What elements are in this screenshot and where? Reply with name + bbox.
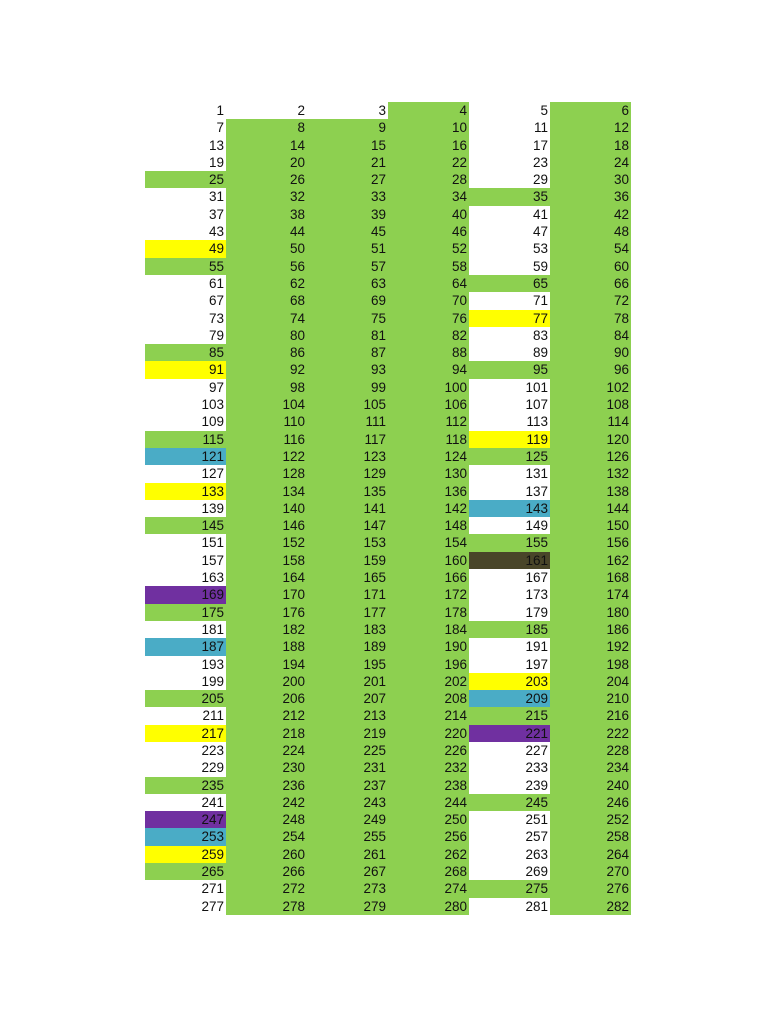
grid-cell: 196 — [388, 656, 469, 673]
grid-cell: 10 — [388, 119, 469, 136]
grid-cell: 11 — [469, 119, 550, 136]
grid-cell: 34 — [388, 188, 469, 205]
grid-cell: 267 — [307, 863, 388, 880]
grid-cell: 274 — [388, 880, 469, 897]
grid-cell: 173 — [469, 586, 550, 603]
grid-cell: 242 — [226, 794, 307, 811]
grid-cell: 165 — [307, 569, 388, 586]
grid-cell: 225 — [307, 742, 388, 759]
grid-cell: 235 — [145, 777, 226, 794]
grid-cell: 177 — [307, 604, 388, 621]
grid-cell: 244 — [388, 794, 469, 811]
grid-cell: 175 — [145, 604, 226, 621]
grid-cell: 226 — [388, 742, 469, 759]
grid-cell: 160 — [388, 552, 469, 569]
grid-cell: 51 — [307, 240, 388, 257]
grid-cell: 52 — [388, 240, 469, 257]
grid-cell: 22 — [388, 154, 469, 171]
grid-cell: 43 — [145, 223, 226, 240]
grid-cell: 198 — [550, 656, 631, 673]
grid-cell: 273 — [307, 880, 388, 897]
grid-cell: 195 — [307, 656, 388, 673]
grid-cell: 121 — [145, 448, 226, 465]
grid-cell: 170 — [226, 586, 307, 603]
grid-cell: 71 — [469, 292, 550, 309]
grid-cell: 44 — [226, 223, 307, 240]
grid-cell: 93 — [307, 361, 388, 378]
grid-cell: 179 — [469, 604, 550, 621]
grid-cell: 163 — [145, 569, 226, 586]
grid-cell: 102 — [550, 379, 631, 396]
grid-cell: 104 — [226, 396, 307, 413]
grid-cell: 238 — [388, 777, 469, 794]
grid-cell: 129 — [307, 465, 388, 482]
grid-cell: 141 — [307, 500, 388, 517]
grid-cell: 254 — [226, 828, 307, 845]
grid-cell: 251 — [469, 811, 550, 828]
grid-cell: 178 — [388, 604, 469, 621]
grid-cell: 126 — [550, 448, 631, 465]
grid-cell: 87 — [307, 344, 388, 361]
grid-cell: 219 — [307, 725, 388, 742]
grid-cell: 239 — [469, 777, 550, 794]
grid-cell: 227 — [469, 742, 550, 759]
grid-cell: 125 — [469, 448, 550, 465]
grid-cell: 96 — [550, 361, 631, 378]
grid-cell: 147 — [307, 517, 388, 534]
grid-cell: 153 — [307, 534, 388, 551]
grid-cell: 64 — [388, 275, 469, 292]
grid-cell: 210 — [550, 690, 631, 707]
grid-cell: 76 — [388, 310, 469, 327]
grid-cell: 128 — [226, 465, 307, 482]
grid-cell: 5 — [469, 102, 550, 119]
grid-cell: 48 — [550, 223, 631, 240]
grid-cell: 271 — [145, 880, 226, 897]
grid-cell: 83 — [469, 327, 550, 344]
grid-cell: 20 — [226, 154, 307, 171]
grid-cell: 42 — [550, 206, 631, 223]
grid-cell: 236 — [226, 777, 307, 794]
grid-cell: 202 — [388, 673, 469, 690]
grid-cell: 282 — [550, 898, 631, 915]
grid-cell: 240 — [550, 777, 631, 794]
grid-cell: 192 — [550, 638, 631, 655]
grid-cell: 98 — [226, 379, 307, 396]
grid-cell: 230 — [226, 759, 307, 776]
grid-cell: 77 — [469, 310, 550, 327]
grid-cell: 181 — [145, 621, 226, 638]
grid-cell: 149 — [469, 517, 550, 534]
grid-cell: 75 — [307, 310, 388, 327]
grid-cell: 220 — [388, 725, 469, 742]
grid-cell: 92 — [226, 361, 307, 378]
grid-cell: 108 — [550, 396, 631, 413]
grid-cell: 186 — [550, 621, 631, 638]
grid-cell: 194 — [226, 656, 307, 673]
grid-cell: 229 — [145, 759, 226, 776]
grid-cell: 53 — [469, 240, 550, 257]
grid-cell: 144 — [550, 500, 631, 517]
grid-cell: 134 — [226, 483, 307, 500]
grid-cell: 103 — [145, 396, 226, 413]
grid-cell: 13 — [145, 137, 226, 154]
number-grid — [145, 102, 631, 915]
grid-cell: 8 — [226, 119, 307, 136]
grid-cell: 260 — [226, 846, 307, 863]
grid-cell: 258 — [550, 828, 631, 845]
grid-cell: 65 — [469, 275, 550, 292]
grid-cell: 23 — [469, 154, 550, 171]
grid-cell: 152 — [226, 534, 307, 551]
grid-cell: 19 — [145, 154, 226, 171]
grid-cell: 188 — [226, 638, 307, 655]
grid-cell: 130 — [388, 465, 469, 482]
grid-cell: 33 — [307, 188, 388, 205]
grid-cell: 234 — [550, 759, 631, 776]
grid-cell: 73 — [145, 310, 226, 327]
grid-cell: 101 — [469, 379, 550, 396]
grid-cell: 176 — [226, 604, 307, 621]
grid-cell: 217 — [145, 725, 226, 742]
grid-cell: 247 — [145, 811, 226, 828]
grid-cell: 246 — [550, 794, 631, 811]
grid-cell: 90 — [550, 344, 631, 361]
grid-cell: 25 — [145, 171, 226, 188]
grid-cell: 143 — [469, 500, 550, 517]
grid-cell: 116 — [226, 431, 307, 448]
grid-cell: 118 — [388, 431, 469, 448]
grid-cell: 54 — [550, 240, 631, 257]
grid-cell: 197 — [469, 656, 550, 673]
grid-cell: 263 — [469, 846, 550, 863]
grid-cell: 55 — [145, 258, 226, 275]
grid-cell: 249 — [307, 811, 388, 828]
grid-cell: 114 — [550, 413, 631, 430]
grid-cell: 37 — [145, 206, 226, 223]
grid-cell: 211 — [145, 707, 226, 724]
grid-cell: 32 — [226, 188, 307, 205]
grid-cell: 113 — [469, 413, 550, 430]
grid-cell: 120 — [550, 431, 631, 448]
grid-cell: 137 — [469, 483, 550, 500]
grid-cell: 250 — [388, 811, 469, 828]
grid-cell: 215 — [469, 707, 550, 724]
grid-cell: 39 — [307, 206, 388, 223]
grid-cell: 17 — [469, 137, 550, 154]
grid-cell: 14 — [226, 137, 307, 154]
grid-cell: 222 — [550, 725, 631, 742]
grid-cell: 41 — [469, 206, 550, 223]
grid-cell: 193 — [145, 656, 226, 673]
grid-cell: 89 — [469, 344, 550, 361]
grid-cell: 107 — [469, 396, 550, 413]
grid-cell: 184 — [388, 621, 469, 638]
grid-cell: 182 — [226, 621, 307, 638]
grid-cell: 264 — [550, 846, 631, 863]
grid-cell: 243 — [307, 794, 388, 811]
grid-cell: 74 — [226, 310, 307, 327]
grid-cell: 232 — [388, 759, 469, 776]
grid-cell: 154 — [388, 534, 469, 551]
grid-cell: 26 — [226, 171, 307, 188]
grid-cell: 18 — [550, 137, 631, 154]
grid-cell: 161 — [469, 552, 550, 569]
grid-cell: 190 — [388, 638, 469, 655]
grid-cell: 206 — [226, 690, 307, 707]
grid-cell: 155 — [469, 534, 550, 551]
grid-cell: 265 — [145, 863, 226, 880]
grid-cell: 139 — [145, 500, 226, 517]
grid-cell: 95 — [469, 361, 550, 378]
grid-cell: 203 — [469, 673, 550, 690]
grid-cell: 80 — [226, 327, 307, 344]
grid-cell: 58 — [388, 258, 469, 275]
grid-cell: 199 — [145, 673, 226, 690]
grid-cell: 117 — [307, 431, 388, 448]
grid-cell: 106 — [388, 396, 469, 413]
grid-cell: 231 — [307, 759, 388, 776]
grid-cell: 94 — [388, 361, 469, 378]
grid-cell: 100 — [388, 379, 469, 396]
grid-cell: 132 — [550, 465, 631, 482]
grid-cell: 40 — [388, 206, 469, 223]
grid-cell: 272 — [226, 880, 307, 897]
grid-cell: 72 — [550, 292, 631, 309]
grid-cell: 4 — [388, 102, 469, 119]
grid-cell: 110 — [226, 413, 307, 430]
grid-cell: 218 — [226, 725, 307, 742]
grid-cell: 280 — [388, 898, 469, 915]
grid-cell: 56 — [226, 258, 307, 275]
grid-cell: 135 — [307, 483, 388, 500]
grid-cell: 85 — [145, 344, 226, 361]
grid-cell: 109 — [145, 413, 226, 430]
grid-cell: 146 — [226, 517, 307, 534]
grid-cell: 82 — [388, 327, 469, 344]
grid-cell: 3 — [307, 102, 388, 119]
grid-cell: 208 — [388, 690, 469, 707]
grid-cell: 81 — [307, 327, 388, 344]
grid-cell: 248 — [226, 811, 307, 828]
grid-cell: 131 — [469, 465, 550, 482]
grid-cell: 209 — [469, 690, 550, 707]
grid-cell: 237 — [307, 777, 388, 794]
grid-cell: 174 — [550, 586, 631, 603]
grid-cell: 268 — [388, 863, 469, 880]
grid-cell: 78 — [550, 310, 631, 327]
grid-cell: 270 — [550, 863, 631, 880]
grid-cell: 278 — [226, 898, 307, 915]
grid-cell: 148 — [388, 517, 469, 534]
grid-cell: 269 — [469, 863, 550, 880]
grid-cell: 151 — [145, 534, 226, 551]
grid-cell: 68 — [226, 292, 307, 309]
grid-cell: 60 — [550, 258, 631, 275]
grid-cell: 256 — [388, 828, 469, 845]
grid-cell: 61 — [145, 275, 226, 292]
grid-cell: 213 — [307, 707, 388, 724]
grid-cell: 156 — [550, 534, 631, 551]
grid-cell: 142 — [388, 500, 469, 517]
grid-cell: 119 — [469, 431, 550, 448]
grid-cell: 140 — [226, 500, 307, 517]
grid-cell: 16 — [388, 137, 469, 154]
grid-cell: 276 — [550, 880, 631, 897]
grid-cell: 212 — [226, 707, 307, 724]
grid-cell: 207 — [307, 690, 388, 707]
grid-cell: 159 — [307, 552, 388, 569]
grid-cell: 97 — [145, 379, 226, 396]
grid-cell: 115 — [145, 431, 226, 448]
grid-cell: 187 — [145, 638, 226, 655]
grid-cell: 204 — [550, 673, 631, 690]
grid-cell: 164 — [226, 569, 307, 586]
grid-cell: 35 — [469, 188, 550, 205]
grid-cell: 279 — [307, 898, 388, 915]
grid-cell: 266 — [226, 863, 307, 880]
grid-cell: 261 — [307, 846, 388, 863]
grid-cell: 12 — [550, 119, 631, 136]
grid-cell: 105 — [307, 396, 388, 413]
grid-cell: 31 — [145, 188, 226, 205]
grid-cell: 257 — [469, 828, 550, 845]
grid-cell: 157 — [145, 552, 226, 569]
grid-cell: 63 — [307, 275, 388, 292]
grid-cell: 185 — [469, 621, 550, 638]
grid-cell: 30 — [550, 171, 631, 188]
grid-cell: 15 — [307, 137, 388, 154]
grid-cell: 180 — [550, 604, 631, 621]
grid-cell: 221 — [469, 725, 550, 742]
grid-cell: 36 — [550, 188, 631, 205]
grid-cell: 86 — [226, 344, 307, 361]
grid-cell: 127 — [145, 465, 226, 482]
grid-cell: 167 — [469, 569, 550, 586]
grid-cell: 133 — [145, 483, 226, 500]
grid-cell: 281 — [469, 898, 550, 915]
grid-cell: 21 — [307, 154, 388, 171]
grid-cell: 69 — [307, 292, 388, 309]
grid-cell: 216 — [550, 707, 631, 724]
grid-cell: 124 — [388, 448, 469, 465]
grid-cell: 150 — [550, 517, 631, 534]
grid-cell: 228 — [550, 742, 631, 759]
grid-cell: 59 — [469, 258, 550, 275]
grid-cell: 158 — [226, 552, 307, 569]
grid-cell: 200 — [226, 673, 307, 690]
grid-cell: 277 — [145, 898, 226, 915]
grid-cell: 99 — [307, 379, 388, 396]
grid-cell: 111 — [307, 413, 388, 430]
grid-cell: 136 — [388, 483, 469, 500]
grid-cell: 253 — [145, 828, 226, 845]
grid-cell: 189 — [307, 638, 388, 655]
grid-cell: 259 — [145, 846, 226, 863]
grid-cell: 29 — [469, 171, 550, 188]
grid-cell: 57 — [307, 258, 388, 275]
grid-cell: 7 — [145, 119, 226, 136]
grid-cell: 169 — [145, 586, 226, 603]
grid-cell: 241 — [145, 794, 226, 811]
grid-cell: 46 — [388, 223, 469, 240]
grid-cell: 123 — [307, 448, 388, 465]
grid-cell: 2 — [226, 102, 307, 119]
grid-cell: 62 — [226, 275, 307, 292]
grid-cell: 47 — [469, 223, 550, 240]
grid-cell: 205 — [145, 690, 226, 707]
grid-cell: 1 — [145, 102, 226, 119]
grid-cell: 38 — [226, 206, 307, 223]
grid-cell: 171 — [307, 586, 388, 603]
grid-cell: 70 — [388, 292, 469, 309]
grid-cell: 27 — [307, 171, 388, 188]
grid-cell: 28 — [388, 171, 469, 188]
grid-cell: 6 — [550, 102, 631, 119]
grid-cell: 166 — [388, 569, 469, 586]
grid-cell: 84 — [550, 327, 631, 344]
grid-cell: 88 — [388, 344, 469, 361]
grid-cell: 162 — [550, 552, 631, 569]
grid-cell: 50 — [226, 240, 307, 257]
grid-cell: 168 — [550, 569, 631, 586]
grid-cell: 275 — [469, 880, 550, 897]
grid-cell: 214 — [388, 707, 469, 724]
grid-cell: 252 — [550, 811, 631, 828]
grid-cell: 112 — [388, 413, 469, 430]
grid-cell: 9 — [307, 119, 388, 136]
grid-cell: 45 — [307, 223, 388, 240]
grid-cell: 49 — [145, 240, 226, 257]
grid-cell: 183 — [307, 621, 388, 638]
grid-cell: 233 — [469, 759, 550, 776]
grid-cell: 67 — [145, 292, 226, 309]
grid-cell: 191 — [469, 638, 550, 655]
grid-cell: 122 — [226, 448, 307, 465]
grid-cell: 255 — [307, 828, 388, 845]
grid-cell: 138 — [550, 483, 631, 500]
grid-cell: 201 — [307, 673, 388, 690]
grid-cell: 66 — [550, 275, 631, 292]
grid-cell: 224 — [226, 742, 307, 759]
grid-cell: 262 — [388, 846, 469, 863]
grid-cell: 91 — [145, 361, 226, 378]
grid-cell: 245 — [469, 794, 550, 811]
grid-cell: 145 — [145, 517, 226, 534]
grid-cell: 172 — [388, 586, 469, 603]
grid-cell: 24 — [550, 154, 631, 171]
grid-cell: 79 — [145, 327, 226, 344]
grid-cell: 223 — [145, 742, 226, 759]
